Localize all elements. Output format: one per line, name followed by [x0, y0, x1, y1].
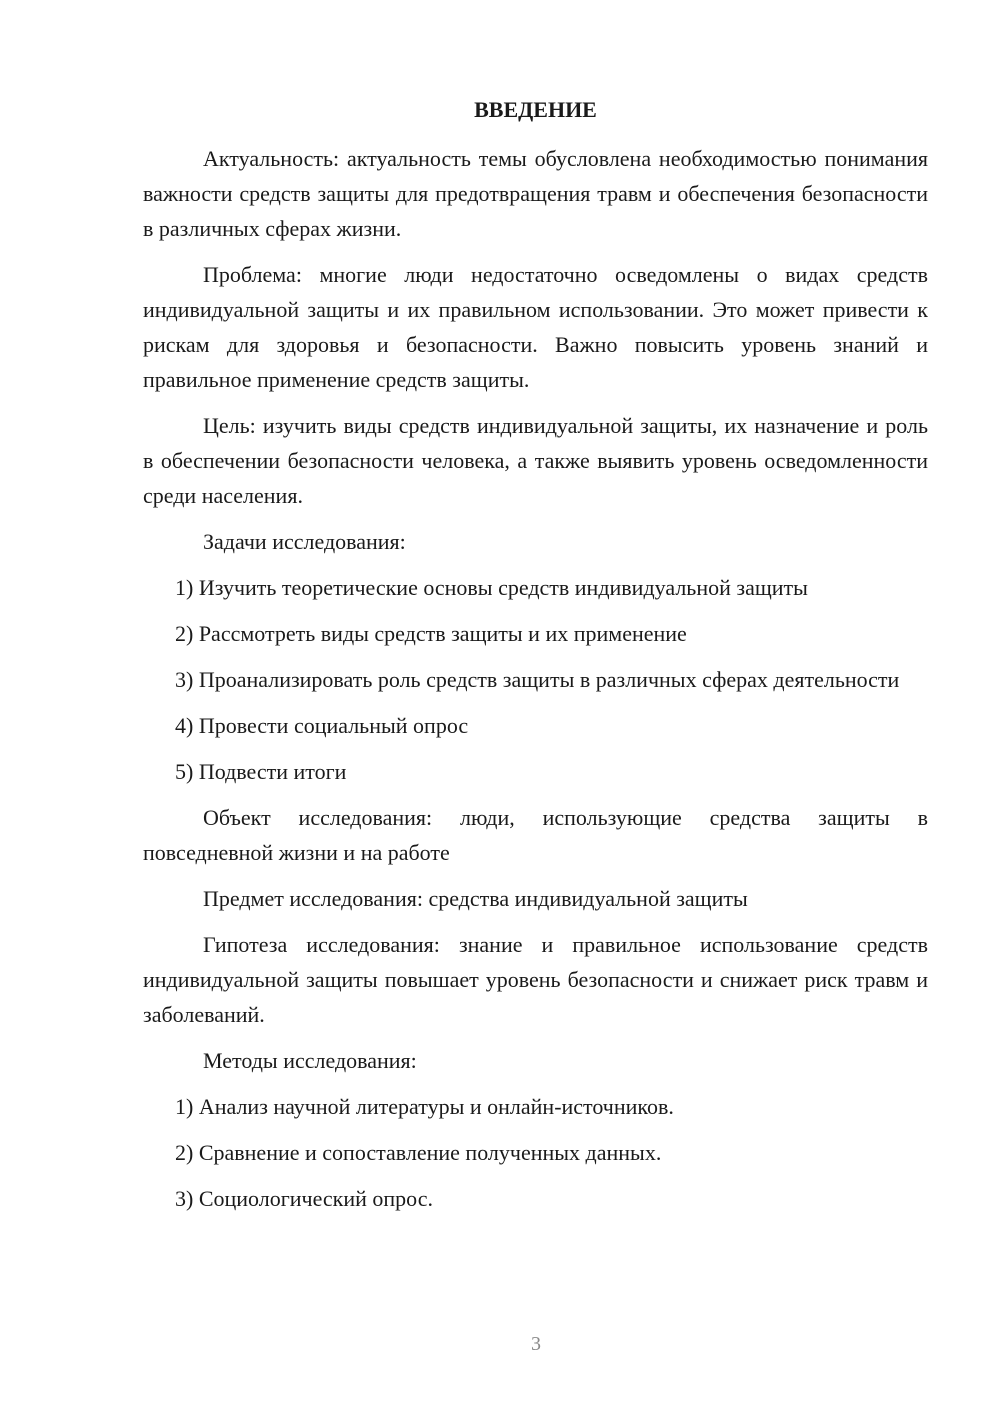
goal-paragraph: Цель: изучить виды средств индивидуальной защиты, их назначение и роль в обеспечении безопасности человека, а также выявить уровень осведомленности среди населения.	[143, 413, 928, 508]
task-item: 1) Изучить теоретические основы средств индивидуальной защиты	[175, 575, 808, 600]
task-item: 4) Провести социальный опрос	[175, 713, 469, 738]
subject-paragraph: Предмет исследования: средства индивидуальной защиты	[203, 886, 748, 911]
hypothesis-paragraph: Гипотеза исследования: знание и правильное использование средств индивидуальной защиты повышает уровень безопасности и снижает риск травм и заболеваний.	[143, 932, 928, 1027]
object-paragraph: Объект исследования: люди, использующие средства защиты в повседневной жизни и на работе	[143, 805, 928, 865]
relevance-paragraph: Актуальность: актуальность темы обусловлена необходимостью понимания важности средств защиты для предотвращения травм и обеспечения безопасности в различных сферах жизни.	[143, 146, 928, 241]
task-item: 2) Рассмотреть виды средств защиты и их применение	[175, 621, 687, 646]
page-heading: ВВЕДЕНИЕ	[474, 97, 597, 122]
problem-paragraph: Проблема: многие люди недостаточно осведомлены о видах средств индивидуальной защиты и их правильном использовании. Это может привести к рискам для здоровья и безопасности. Важно повысить уровень знаний и правильное применение средств защиты.	[143, 262, 928, 392]
tasks-title: Задачи исследования:	[203, 529, 406, 554]
page-number: 3	[531, 1333, 541, 1355]
task-item: 3) Проанализировать роль средств защиты в различных сферах деятельности	[175, 667, 900, 692]
method-item: 3) Социологический опрос.	[175, 1186, 433, 1211]
page-content	[143, 94, 928, 1227]
method-item: 1) Анализ научной литературы и онлайн-источников.	[175, 1094, 674, 1119]
method-item: 2) Сравнение и сопоставление полученных данных.	[175, 1140, 662, 1165]
methods-title: Методы исследования:	[203, 1048, 417, 1073]
task-item: 5) Подвести итоги	[175, 759, 347, 784]
